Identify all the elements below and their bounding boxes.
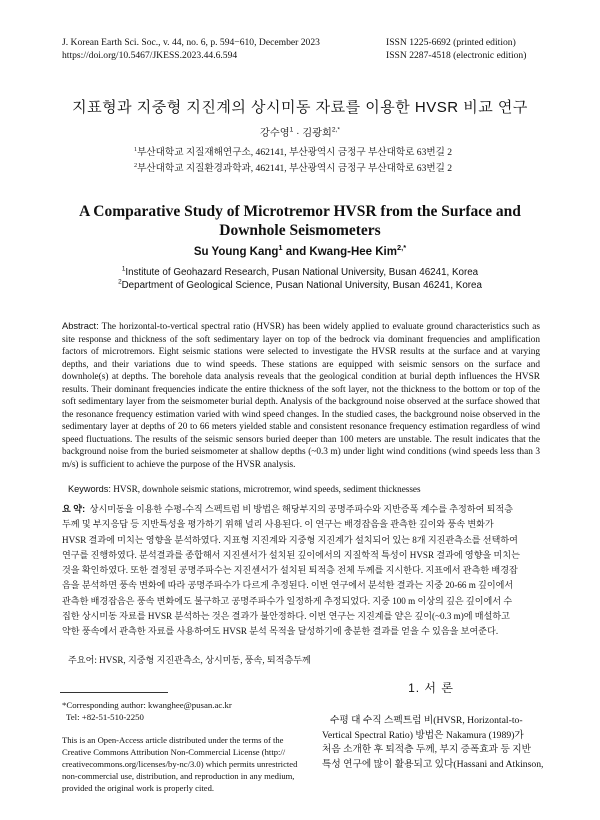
korean-abstract-label: 요 약: <box>62 504 86 514</box>
korean-abstract-line: 음을 분석하면 풍속 변화에 따라 공명주파수가 다르게 추정된다. 이번 연구에서 분석한 결과는 지중 20-66 m 깊이에서 <box>62 580 514 591</box>
korean-abstract-line-text: 상시미동을 이용한 수평-수직 스펙트럼 비 방법은 해당부지의 공명주파수와 지반증폭 계수를 추정하여 퇴적층 <box>89 504 514 514</box>
korean-abstract <box>62 502 540 639</box>
intro-body <box>322 714 544 772</box>
license-line: Creative Commons Attribution Non-Commercial License (http:// <box>62 747 286 757</box>
english-aff-1-text: Institute of Geohazard Research, Pusan National University, Busan 46241, Korea <box>125 267 479 278</box>
english-title: A Comparative Study of Microtremor HVSR from the Surface and Downhole Seismometers <box>79 203 521 239</box>
english-author-1-sup: 1 <box>278 243 283 253</box>
footnote-divider <box>60 692 168 693</box>
abstract-label: Abstract: <box>62 321 99 331</box>
english-author-and: and <box>282 246 310 258</box>
english-affiliation-1 <box>0 266 600 279</box>
korean-abstract-line: 연구를 진행하였다. 분석결과를 종합해서 지진센서가 설치된 깊이에서의 지질학적 특성이 HVSR 결과에 영향을 미치는 <box>62 549 520 560</box>
intro-line: 특성 연구에 많이 활용되고 있다(Hassani and Atkinson, <box>322 758 544 770</box>
english-authors <box>0 243 600 258</box>
license-line: creativecommons.org/licenses/by-nc/3.0) which permits unrestricted <box>62 759 298 769</box>
korean-abstract-line: 집한 상시미동 자료를 HVSR 분석하는 것은 결과가 불안정하다. 이번 연구는 지진계를 얕은 깊이(~0.3 m)에 매설하고 <box>62 610 510 621</box>
issn-electronic: ISSN 2287-4518 (electronic edition) <box>386 50 527 61</box>
abstract-text: The horizontal-to-vertical spectral ratio (HVSR) has been widely applied to evaluate ground characteristics such as site response and thickness of the soft sedimentary layer on top of the bedrock via dominant frequencies and amplification factors of microtremors. Eight seismic stations were selected to investigate the HVSR results at the surface and at varying depths, and their variations due to wind speeds. These stations are equipped with seismic sensors on the surface and downhole(s) at depths. The borehole data analysis reveals that the geological condition at burial depth influences the HVSR results. Their dominant frequencies indicate the entire thickness of the soft layer, not the thickness to the bottom or top of the soft sedimentary layer from the seismometer burial depth. Analysis of the background noise observed at the surface showed that the resonance frequency estimation varied with wind speed changes. In the studied cases, the background noise observed in the sedimentary layer at depths of 20 to 66 meters yielded stable and consistent resonance frequency estimation regardless of wind speed fluctuations. The results of the seismic sensors buried deeper than 100 meters are unstable. The result indicates that the background noise from the buried seismometer at shallow depths (~0.3 m) under light wind conditions (wind speeds less than 3 m/s) is sufficient to achieve the purpose of the HVSR analysis. <box>62 322 541 471</box>
intro-line: 수평 대 수직 스펙트럼 비(HVSR, Horizontal-to- <box>330 715 523 726</box>
section-heading: 1. 서 론 <box>408 681 454 695</box>
korean-aff-2-text: 부산대학교 지질환경과학과, 462141, 부산광역시 금정구 부산대학로 63번길 2 <box>137 163 453 174</box>
corresponding-email[interactable]: *Corresponding author: kwanghee@pusan.ac.kr <box>62 700 232 710</box>
korean-keywords-text: HVSR, 지중형 지진관측소, 상시미동, 풍속, 퇴적층두께 <box>99 655 311 665</box>
korean-author-2: 김광희 <box>302 128 332 139</box>
korean-author-2-sup: 2,* <box>331 126 340 134</box>
intro-line: 처음 소개한 후 퇴적층 두께, 부지 증폭효과 등 지반 <box>322 744 531 756</box>
corresponding-author-note <box>62 699 232 723</box>
journal-citation: J. Korean Earth Sci. Soc., v. 44, no. 6, p. 594−610, December 2023 <box>62 37 320 48</box>
korean-aff-1-text: 부산대학교 지질재해연구소, 462141, 부산광역시 금정구 부산대학로 63번길 2 <box>137 147 453 158</box>
license-note <box>62 734 298 794</box>
keywords-label: Keywords: <box>68 484 111 494</box>
license-line: provided the original work is properly cited. <box>62 783 215 793</box>
korean-title: 지표형과 지중형 지진계의 상시미동 자료를 이용한 HVSR 비교 연구 <box>72 99 528 116</box>
issn-print: ISSN 1225-6692 (printed edition) <box>386 37 516 48</box>
english-keywords <box>68 484 538 494</box>
english-aff-2-text: Department of Geological Science, Pusan National University, Busan 46241, Korea <box>121 280 482 291</box>
english-affiliation-2 <box>0 279 600 292</box>
korean-affiliation-2 <box>134 162 452 176</box>
keywords-text: HVSR, downhole seismic stations, microtremor, wind speeds, sediment thicknesses <box>113 484 421 494</box>
english-author-2: Kwang-Hee Kim <box>309 246 397 258</box>
korean-abstract-line: 관측한 배경잡음은 풍속 변화에도 불구하고 공명주파수가 일정하게 추정되었다. 지중 100 m 이상의 깊은 깊이에서 수 <box>62 595 513 606</box>
journal-header-right <box>386 36 526 62</box>
korean-keywords <box>68 653 538 666</box>
korean-abstract-line: 약한 풍속에서 관측한 자료를 사용하여도 HVSR 분석 목적을 달성하기에 충분한 결과를 얻을 수 있음을 보여준다. <box>62 626 499 636</box>
license-line: This is an Open-Access article distributed under the terms of the <box>62 735 284 745</box>
korean-aff-1-sup: 1 <box>134 145 138 153</box>
journal-header-left <box>62 36 320 62</box>
korean-authors <box>0 124 600 139</box>
intro-line: Vertical Spectral Ratio) 방법은 Nakamura (1989)가 <box>322 729 524 741</box>
korean-abstract-line <box>62 502 540 517</box>
korean-abstract-line: 것을 확인하였다. 또한 결정된 공명주파수는 지진센서가 설치된 퇴적층 전체 두께를 지시한다. 지표에서 관측한 배경잡 <box>62 565 518 575</box>
english-author-1: Su Young Kang <box>193 246 279 258</box>
korean-author-1: 강수영 <box>260 128 290 139</box>
corresponding-tel: Tel: +82-51-510-2250 <box>66 712 144 722</box>
korean-author-1-sup: 1 <box>289 126 294 134</box>
korean-aff-2-sup: 2 <box>134 161 138 169</box>
korean-abstract-line: HVSR 결과에 미치는 영향을 분석하였다. 지표형 지진계와 지중형 지진계가 설치되어 있는 8개 지진관측소를 선택하여 <box>62 534 518 545</box>
english-aff-1-sup: 1 <box>121 265 126 273</box>
korean-keywords-label: 주요어: <box>68 655 97 665</box>
korean-author-separator: · <box>293 128 303 139</box>
doi-link[interactable]: https://doi.org/10.5467/JKESS.2023.44.6.594 <box>62 50 238 61</box>
english-abstract <box>62 320 540 472</box>
english-aff-2-sup: 2 <box>118 278 122 286</box>
korean-abstract-line: 두께 및 부지응답 등 지반특성을 평가하기 위해 널리 사용된다. 이 연구는 배경잡음을 관측한 깊이와 풍속 변화가 <box>62 519 494 530</box>
english-author-2-sup: 2,* <box>396 243 407 253</box>
korean-affiliation-1 <box>134 146 452 160</box>
license-line: non-commercial use, distribution, and reproduction in any medium, <box>62 771 295 781</box>
